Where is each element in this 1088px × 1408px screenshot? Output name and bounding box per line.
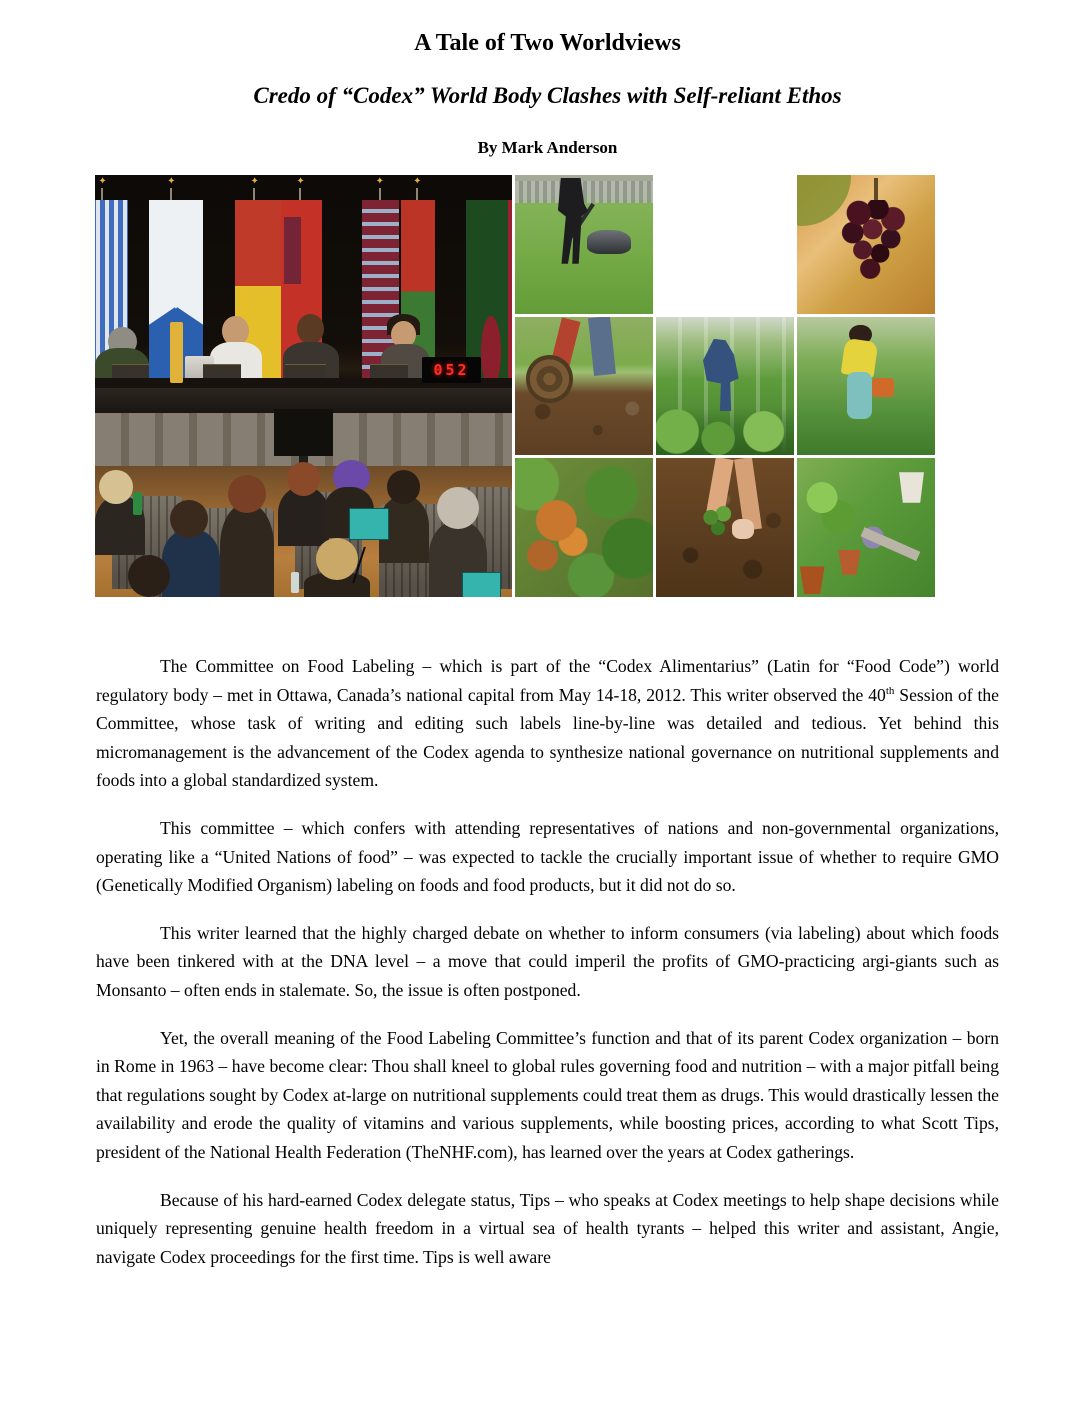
- watering-can-icon: [872, 378, 894, 397]
- flag-finial-icon: ✦: [375, 176, 385, 188]
- paragraph-3: [96, 919, 999, 1005]
- ordinal-superscript: th: [885, 684, 895, 697]
- nameplate: [203, 364, 241, 378]
- paragraph-text: This committee – which confers with attending representatives of nations and non-governmental organizations, operating like a “United Nations of food” – was expected to tackle the crucially important issue of whether to require GMO (Genetically Modified Organism) labeling on foods and food products, but it did not do so.: [96, 817, 999, 896]
- flag-finial-icon: ✦: [98, 176, 107, 188]
- attendee-head: [287, 462, 320, 496]
- paragraph-text: Yet, the overall meaning of the Food Labeling Committee’s function and that of its parent Codex organization – born in Rome in 1963 – have become clear: Thou shall kneel to global rules governing food and nutrition – with a major pitfall being that regulations sought by Codex at-large on nutritional supplements could treat them as drugs. This would drastically lessen the availability and erode the quality of vitamins and various supplements, while boosting prices, according to what Scott Tips, president of the National Health Federation (TheNHF.com), has learned over the years at Codex gatherings.: [96, 1027, 999, 1162]
- flag-finial-icon: ✦: [167, 176, 176, 188]
- attendee-head: [228, 475, 266, 513]
- paragraph-text: Session of the Committee, whose task of writing and editing such labels line-by-line was detailed and tedious. Yet behind this micromanagement is the advancement of the Codex agenda to synthesize national governance on nutritional supplements and foods into a global standardized system.: [96, 684, 999, 791]
- worker-leg: [588, 317, 616, 376]
- article-body: [96, 652, 999, 1290]
- seedling-icon: [700, 503, 736, 539]
- tile-girl-watering-photo: [797, 317, 935, 456]
- fence: [515, 181, 653, 203]
- tile-leafy-greens-photo: [656, 175, 794, 314]
- byline: By Mark Anderson: [477, 138, 618, 157]
- white-pot-icon: [899, 472, 924, 503]
- tile-sod-rolling-photo: [515, 317, 653, 456]
- session-timer-display: 052: [422, 357, 480, 382]
- tile-herb-garden-photo: [797, 458, 935, 597]
- garden-plants: [656, 408, 794, 455]
- paragraph-1: [96, 652, 999, 795]
- attendee-head: [437, 487, 479, 529]
- attendee-head: [316, 538, 358, 580]
- paragraph-4: [96, 1024, 999, 1167]
- water-bottle-icon: [291, 572, 299, 593]
- tile-grapes-photo: [797, 175, 935, 314]
- paragraph-text: Because of his hard-earned Codex delegate status, Tips – who speaks at Codex meetings to help shape decisions while uniquely representing genuine health freedom in a virtual sea of health tyrants – helped this writer and assistant, Angie, navigate Codex proceedings for the first time. Tips is well aware: [96, 1189, 999, 1267]
- photo-collage: [95, 175, 935, 597]
- monitor-icon: [274, 409, 332, 455]
- tile-compost-photo: [515, 458, 653, 597]
- grape-cluster-icon: [836, 200, 912, 286]
- paragraph-2: [96, 814, 999, 900]
- terracotta-pot-icon: [838, 550, 860, 575]
- girl-pants: [847, 372, 872, 419]
- laptop-screen-icon: [349, 508, 389, 540]
- tile-greenhouse-gardener-photo: [656, 317, 794, 456]
- attendee-head: [170, 500, 208, 538]
- paragraph-text: The Committee on Food Labeling – which is part of the “Codex Alimentarius” (Latin for “Food Code”) world regulatory body – met in Ottawa, Canada’s national capital from May 14-18, 2012. This writer observed the 40: [96, 656, 999, 705]
- tile-planting-hands-photo: [656, 458, 794, 597]
- sod-roll-icon: [526, 355, 573, 402]
- paragraph-text: This writer learned that the highly charged debate on whether to inform consumers (via labeling) about which foods have been tinkered with at the DNA level – a move that could imperil the profits of GMO-practicing argi-giants such as Monsanto – often ends in stalemate. So, the issue is often postponed.: [96, 922, 999, 1000]
- chairman-head: [297, 314, 324, 344]
- lawn-mower-icon: [587, 230, 631, 254]
- nameplate: [285, 364, 327, 378]
- attendee-head: [99, 470, 132, 504]
- nameplate: [370, 364, 408, 378]
- flag-finial-icon: ✦: [296, 176, 305, 188]
- page-subtitle: Credo of “Codex” World Body Clashes with Self-reliant Ethos: [253, 83, 842, 108]
- attendee-body: [220, 504, 274, 597]
- soil-texture: [515, 393, 653, 455]
- nameplate: [112, 364, 150, 378]
- flag-finial-icon: ✦: [413, 176, 422, 188]
- gardening-photo-grid: [515, 175, 935, 597]
- paragraph-5: [96, 1186, 999, 1272]
- attendee-head: [128, 555, 170, 597]
- green-bottle-icon: [133, 492, 142, 515]
- conference-photo: [95, 175, 512, 597]
- attendee-body: [278, 487, 328, 546]
- flag-finial-icon: ✦: [250, 176, 259, 188]
- tile-lawn-mowing-photo: [515, 175, 653, 314]
- laptop-screen-icon: [462, 572, 502, 597]
- attendee-body: [162, 529, 220, 597]
- terracotta-pot-icon: [800, 566, 825, 594]
- herb-plants: [800, 472, 855, 536]
- page-title: A Tale of Two Worldviews: [414, 30, 681, 56]
